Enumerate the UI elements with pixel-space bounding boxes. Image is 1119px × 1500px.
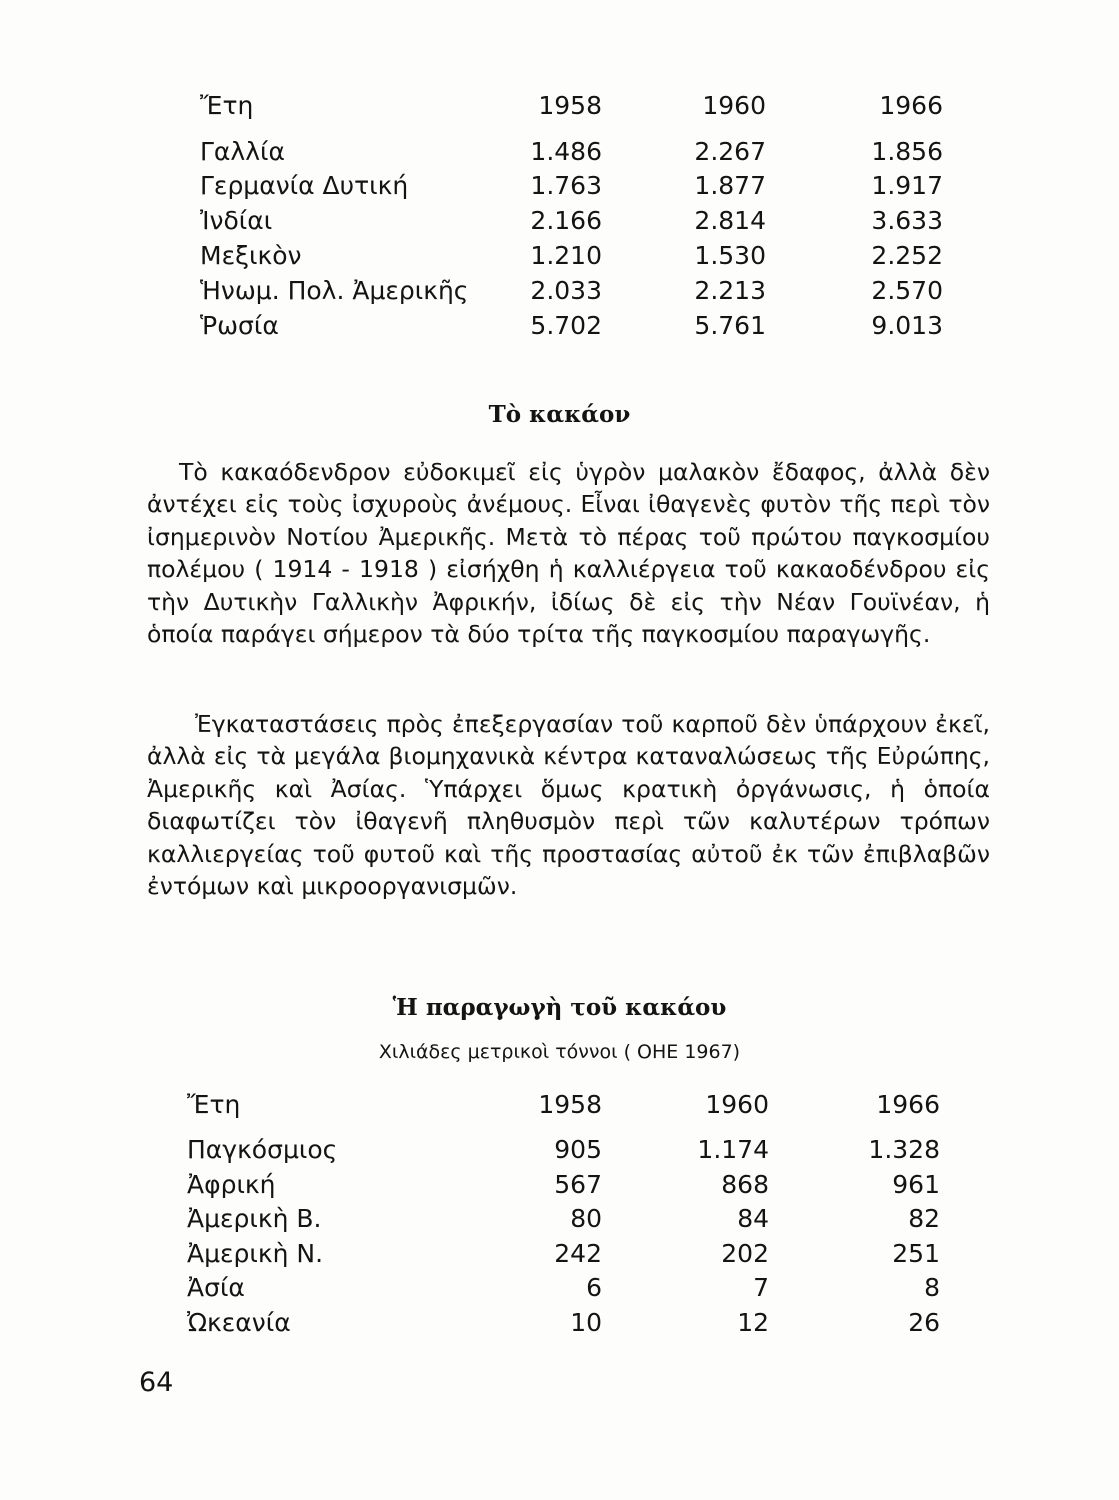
table2-row (0, 1305, 1119, 1341)
table2-value: 202 (721, 1239, 769, 1268)
table2-row (0, 1201, 1119, 1237)
table1-value: 5.761 (694, 311, 766, 340)
table2-subtitle: Χιλιάδες μετρικοὶ τόννοι ( ΟΗΕ 1967) (378, 1041, 741, 1063)
table2-header-label: Ἔτη (187, 1090, 241, 1119)
table2-value: 1.174 (697, 1135, 769, 1164)
table2-value: 84 (737, 1204, 769, 1233)
table1-row (0, 134, 1119, 170)
table1-value: 1.763 (530, 171, 602, 200)
table1-value: 2.166 (530, 206, 602, 235)
table1-row (0, 238, 1119, 274)
table2-region: Ἀσία (187, 1273, 245, 1302)
table1-value: 2.267 (694, 137, 766, 166)
table2-value: 7 (753, 1273, 769, 1302)
table1-value: 9.013 (871, 311, 943, 340)
table2-year: 1958 (538, 1090, 602, 1119)
table2-value: 251 (892, 1239, 940, 1268)
table1-country: Ἰνδίαι (200, 206, 273, 235)
table1-value: 3.633 (871, 206, 943, 235)
table1-value: 2.213 (694, 276, 766, 305)
table2-region: Ἀμερικὴ Β. (187, 1204, 322, 1233)
section-title: Τὸ κακάον (488, 401, 631, 428)
table1-value: 2.252 (871, 241, 943, 270)
table1-value: 2.033 (530, 276, 602, 305)
table2-year: 1960 (705, 1090, 769, 1119)
page-number: 64 (139, 1367, 174, 1398)
table2-region: Παγκόσμιος (187, 1135, 338, 1164)
table2-row (0, 1132, 1119, 1168)
table1-value: 1.917 (871, 171, 943, 200)
table1-country: Ἡνωμ. Πολ. Ἀμερικῆς (200, 276, 469, 305)
table1-country: Μεξικὸν (200, 241, 302, 270)
table1-value: 1.856 (871, 137, 943, 166)
table1-value: 2.570 (871, 276, 943, 305)
table1-country: Γαλλία (200, 137, 285, 166)
table2-value: 961 (892, 1170, 940, 1199)
table2-header-row (0, 1087, 1119, 1123)
table2-region: Ἀφρική (187, 1170, 276, 1199)
table2-region: Ὠκεανία (187, 1308, 291, 1337)
table1-country: Ῥωσία (200, 311, 279, 340)
table2-value: 10 (570, 1308, 602, 1337)
table1-value: 1.877 (694, 171, 766, 200)
table1-row (0, 168, 1119, 204)
table1-value: 5.702 (530, 311, 602, 340)
table2-row (0, 1167, 1119, 1203)
table2-value: 80 (570, 1204, 602, 1233)
table1-year: 1960 (702, 91, 766, 120)
table2-value: 82 (908, 1204, 940, 1233)
table2-value: 1.328 (868, 1135, 940, 1164)
table1-row (0, 308, 1119, 344)
table2-row (0, 1236, 1119, 1272)
table2-value: 567 (554, 1170, 602, 1199)
table1-row (0, 203, 1119, 239)
table2-value: 242 (554, 1239, 602, 1268)
table1-value: 1.530 (694, 241, 766, 270)
table2-title: Ἡ παραγωγὴ τοῦ κακάου (392, 994, 727, 1021)
table2-region: Ἀμερικὴ Ν. (187, 1239, 324, 1268)
table2-row (0, 1270, 1119, 1306)
table1-value: 2.814 (694, 206, 766, 235)
table1-year: 1958 (538, 91, 602, 120)
table1-value: 1.210 (530, 241, 602, 270)
paragraph: Τὸ κακαόδενδρον εὐδοκιμεῖ εἰς ὑγρὸν μαλακὸν ἔδαφος, ἀλλὰ δὲν ἀντέχει εἰς τοὺς ἰσχυροὺς ἀνέμους. Εἶναι ἰθαγενὲς φυτὸν τῆς περὶ τὸν ἰσημερινὸν Νοτίου Ἀμερικῆς. Μετὰ τὸ πέρας τοῦ πρώτου παγκοσμίου πολέμου ( 1914 - 1918 ) εἰσήχθη ἡ καλλιέργεια τοῦ κακαοδένδρου εἰς τὴν Δυτικὴν Γαλλικὴν Ἀφρικήν, ἰδίως δὲ εἰς τὴν Νέαν Γουϊνέαν, ἡ ὁποία παράγει σήμερον τὰ δύο τρίτα τῆς παγκοσμίου παραγωγῆς. (147, 458, 990, 649)
table2-value: 26 (908, 1308, 940, 1337)
table2-year: 1966 (876, 1090, 940, 1119)
table1-row (0, 273, 1119, 309)
paragraph: Ἐγκαταστάσεις πρὸς ἐπεξεργασίαν τοῦ καρποῦ δὲν ὑπάρχουν ἐκεῖ, ἀλλὰ εἰς τὰ μεγάλα βιομηχανικὰ κέντρα καταναλώσεως τῆς Εὐρώπης, Ἀμερικῆς καὶ Ἀσίας. Ὑπάρχει ὅμως κρατικὴ ὀργάνωσις, ἡ ὁποία διαφωτίζει τὸν ἰθαγενῆ πληθυσμὸν περὶ τῶν καλυτέρων τρόπων καλλιεργείας τοῦ φυτοῦ καὶ τῆς προστασίας αὐτοῦ ἐκ τῶν ἐπιβλαβῶν ἐντόμων καὶ μικροοργανισμῶν. (147, 710, 990, 901)
table1-country: Γερμανία Δυτική (200, 171, 409, 200)
table1-value: 1.486 (530, 137, 602, 166)
table2-value: 868 (721, 1170, 769, 1199)
table1-header-row (0, 88, 1119, 124)
table2-value: 8 (924, 1273, 940, 1302)
table2-value: 12 (737, 1308, 769, 1337)
table2-value: 6 (586, 1273, 602, 1302)
table1-header-label: Ἔτη (200, 91, 254, 120)
table2-value: 905 (554, 1135, 602, 1164)
table1-year: 1966 (879, 91, 943, 120)
